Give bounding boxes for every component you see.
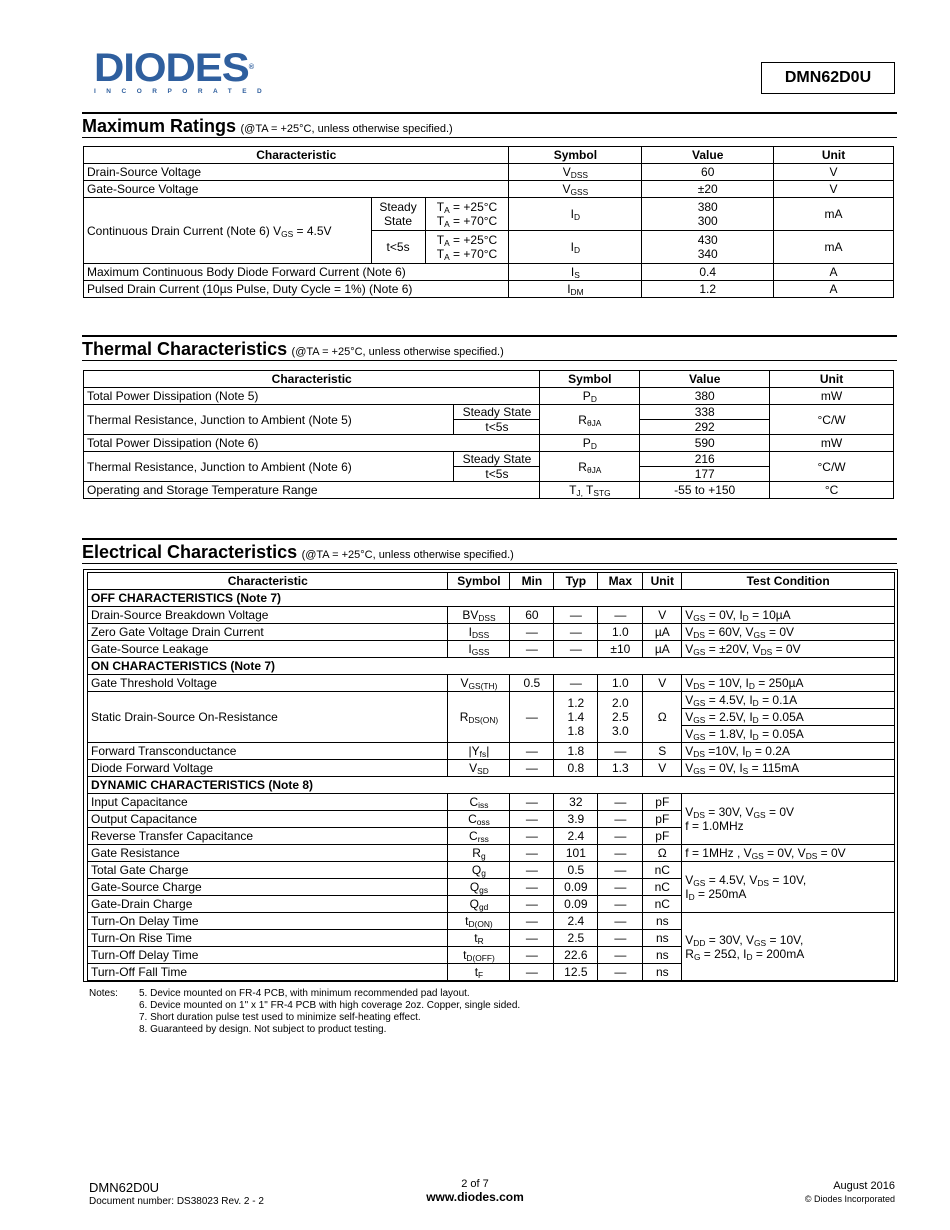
logo-reg: ® [248,64,254,71]
table-row: Output Capacitance $C_{oss}$ — 3.9 — pF [88,811,895,828]
notes-label: Notes: [89,988,118,999]
section-title: Electrical Characteristics [82,542,298,562]
section-condition: (@TA = +25°C, unless otherwise specified.) [240,123,453,135]
table-row: Turn-On Rise Time $t_R$ — 2.5 — ns [88,930,895,947]
table-row: Thermal Resistance, Junction to Ambient (Note 6) Steady State $R_{\theta JA}$ 216 °C/W [84,452,894,467]
table-row: Gate Threshold Voltage $V_{GS(TH)}$ 0.5 — 1.0 V $V_{DS} = 10V$, $I_D = 250\mu A$ [88,675,895,692]
table-row: t<5s $T_A = +25^\circ C$ $T_A = +70^\circ C$ $I_D$ 430 340 mA [84,231,894,264]
footer-center [380,1178,570,1204]
table-row: Turn-Off Fall Time $t_F$ — 12.5 — ns [88,964,895,981]
header-max: Max [598,573,643,590]
footer-page: 2 of 7 [461,1178,489,1190]
table-row: t<5s 292 [84,420,894,435]
table-row: Gate Resistance $R_g$ — 101 — Ω f = 1MHz , $V_{GS} = 0V$, $V_{DS} = 0V$ [88,845,895,862]
part-number-box: DMN62D0U [761,62,895,94]
dynamic-characteristics-header: DYNAMIC CHARACTERISTICS (Note 8) [88,777,895,794]
header-value: Value [640,371,770,388]
header-unit: Unit [774,147,894,164]
section-title: Maximum Ratings [82,116,237,136]
table-row: Input Capacitance $C_{iss}$ — 32 — pF $V_{DS} = 30V$, $V_{GS} = 0V$ f = 1.0MHz [88,794,895,811]
table-row: Turn-Off Delay Time $t_{D(OFF)}$ — 22.6 — ns [88,947,895,964]
table-row: Operating and Storage Temperature Range $T_{J,}$ $T_{STG}$ -55 to +150 °C [84,482,894,499]
header-symbol: Symbol [509,147,642,164]
diodes-logo [94,46,273,95]
table-row: Gate-Source Charge $Q_{gs}$ — 0.09 — nC [88,879,895,896]
table-row: Gate-Source Voltage $V_{GSS}$ ±20 V [84,181,894,198]
notes [89,988,520,1036]
table-row: Turn-On Delay Time $t_{D(ON)}$ — 2.4 — ns $V_{DD} = 30V$, $V_{GS} = 10V$, $R_G = 25\Omega$, $I_D = 200mA$ [88,913,895,930]
table-row: Reverse Transfer Capacitance $C_{rss}$ — 2.4 — pF [88,828,895,845]
footer-url[interactable]: www.diodes.com [426,1190,524,1204]
table-row: Diode Forward Voltage $V_{SD}$ — 0.8 1.3 V $V_{GS} = 0V$, $I_S = 115mA$ [88,760,895,777]
table-row: Maximum Continuous Body Diode Forward Current (Note 6) $I_S$ 0.4 A [84,264,894,281]
header-unit: Unit [643,573,682,590]
header-characteristic: Characteristic [88,573,448,590]
footer-left [89,1180,264,1207]
table-row: Static Drain-Source On-Resistance $R_{DS(ON)}$ — 1.2 1.4 1.8 2.0 2.5 3.0 Ω $V_{GS} = 4.5V$, $I_D = 0.1A$ [88,692,895,709]
header-min: Min [510,573,554,590]
header-characteristic: Characteristic [84,371,540,388]
off-characteristics-header: OFF CHARACTERISTICS (Note 7) [88,590,895,607]
note-item: 7. Short duration pulse test used to minimize self-heating effect. [139,1012,421,1023]
table-row: Zero Gate Voltage Drain Current $I_{DSS}$ — — 1.0 µA $V_{DS} = 60V$, $V_{GS} = 0V$ [88,624,895,641]
logo-sub: INCORPORATED [94,88,273,95]
note-item: 8. Guaranteed by design. Not subject to product testing. [139,1024,387,1035]
header-value: Value [642,147,774,164]
table-row: Total Power Dissipation (Note 6) $P_D$ 590 mW [84,435,894,452]
header-symbol: Symbol [540,371,640,388]
thermal-section [82,335,897,361]
header-test-condition: Test Condition [682,573,895,590]
table-row: Gate-Source Leakage $I_{GSS}$ — — ±10 µA $V_{GS} = \pm 20V$, $V_{DS} = 0V$ [88,641,895,658]
table-row: Continuous Drain Current (Note 6) $V_{GS} = 4.5V$ Steady State $T_A = +25^\circ C$ $T_A = +70^\circ C$ $I_D$ 380 300 mA [84,198,894,231]
thermal-table [83,370,894,499]
footer-right [805,1180,895,1204]
table-row: Gate-Drain Charge $Q_{gd}$ — 0.09 — nC [88,896,895,913]
note-item: 5. Device mounted on FR-4 PCB, with minimum recommended pad layout. [139,988,470,999]
max-ratings-table [83,146,894,298]
electrical-table: Characteristic Symbol Min Typ Max Unit Test Condition OFF CHARACTERISTICS (Note 7) Drain-Source Breakdown Voltage $BV_{DSS}$ 60 — — V $V_{GS} = 0V$, $I_D = 10\mu A$ Zero Gate Voltage Drain Current $I_{DSS}$ — — 1.0 µA $V_{DS} = 60V$, $V_{GS} = 0V$ Gate-Source Leakage $I_{GSS}$ — — ±10 µA $V_{GS} = \pm 20V$, $V_{DS} = 0V$ ON CHARACTERISTICS (Note 7) Gate Threshold Voltage $V_{GS(TH)}$ 0.5 — 1.0 V $V_{DS} = 10V$, $I_D = 250\mu A$ Static Drain-Source On-Resistance $R_{DS(ON)}$ — 1.2 1.4 1.8 2.0 2.5 3.0 Ω $V_{GS} = 4.5V$, $I_D = 0.1A$ $V_{GS} = 2.5V$, $I_D = 0.05A$ $V_{GS} = 1.8V$, $I_D = 0.05A$ Forward Transconductance $|Y_{fs}|$ — 1.8 — S $V_{DS} =10V$, $I_D = 0.2A$ Diode Forward Voltage $V_{SD}$ — 0.8 1.3 V $V_{GS} = 0V$, $I_S = 115mA$ DYNAMIC CHARACTERISTICS (Note 8) Input Capacitance $C_{iss}$ — 32 — pF $V_{DS} = 30V$, $V_{GS} = 0V$ f = 1.0MHz Output Capacitance $C_{oss}$ — 3.9 — pF Reverse Transfer Capacitance $C_{rss}$ — 2.4 — pF Gate Resistance $R_g$ — 101 — Ω f = 1MHz , $V_{GS} = 0V$, $V_{DS} = 0V$ Total Gate Charge $Q_g$ — 0.5 — nC $V_{GS} = 4.5V$, $V_{DS} = 10V$, $I_D = 250mA$ Gate-Source Charge $Q_{gs}$ — 0.09 — nC Gate-Drain Charge $Q_{gd}$ — 0.09 — nC Turn-On Delay Time $t_{D(ON)}$ — 2.4 — ns $V_{DD} = 30V$, $V_{GS} = 10V$, $R_G = 25\Omega$, $I_D = 200mA$ Turn-On Rise Time $t_R$ — 2.5 — ns Turn-Off Delay Time $t_{D(OFF)}$ — 22.6 — ns Turn-Off Fall Time $t_F$ — 12.5 — ns [87,572,895,981]
section-title: Thermal Characteristics [82,339,288,359]
header-characteristic: Characteristic [84,147,509,164]
section-condition: (@TA = +25°C, unless otherwise specified.) [291,346,504,358]
note-item: 6. Device mounted on 1" x 1" FR-4 PCB with high coverage 2oz. Copper, single sided. [139,1000,521,1011]
footer-date: August 2016 [833,1180,895,1192]
logo-text: DIODES [94,46,249,90]
footer-copyright: © Diodes Incorporated [804,1194,895,1204]
table-row: t<5s 177 [84,467,894,482]
footer-docnum: Document number: DS38023 Rev. 2 - 2 [89,1196,264,1207]
section-condition: (@TA = +25°C, unless otherwise specified.) [301,549,514,561]
table-row: Forward Transconductance $|Y_{fs}|$ — 1.8 — S $V_{DS} =10V$, $I_D = 0.2A$ [88,743,895,760]
footer-part: DMN62D0U [89,1180,160,1195]
header-typ: Typ [554,573,598,590]
table-row: Drain-Source Voltage $V_{DSS}$ 60 V [84,164,894,181]
table-row: Drain-Source Breakdown Voltage $BV_{DSS}$ 60 — — V $V_{GS} = 0V$, $I_D = 10\mu A$ [88,607,895,624]
max-ratings-section [82,112,897,138]
table-row: Thermal Resistance, Junction to Ambient (Note 5) Steady State $R_{\theta JA}$ 338 °C/W [84,405,894,420]
table-row: Total Power Dissipation (Note 5) $P_D$ 380 mW [84,388,894,405]
electrical-section [82,538,897,564]
header-unit: Unit [770,371,894,388]
header-symbol: Symbol [448,573,510,590]
on-characteristics-header: ON CHARACTERISTICS (Note 7) [88,658,895,675]
table-row: Pulsed Drain Current (10µs Pulse, Duty Cycle = 1%) (Note 6) $I_{DM}$ 1.2 A [84,281,894,298]
table-row: Total Gate Charge $Q_g$ — 0.5 — nC $V_{GS} = 4.5V$, $V_{DS} = 10V$, $I_D = 250mA$ [88,862,895,879]
